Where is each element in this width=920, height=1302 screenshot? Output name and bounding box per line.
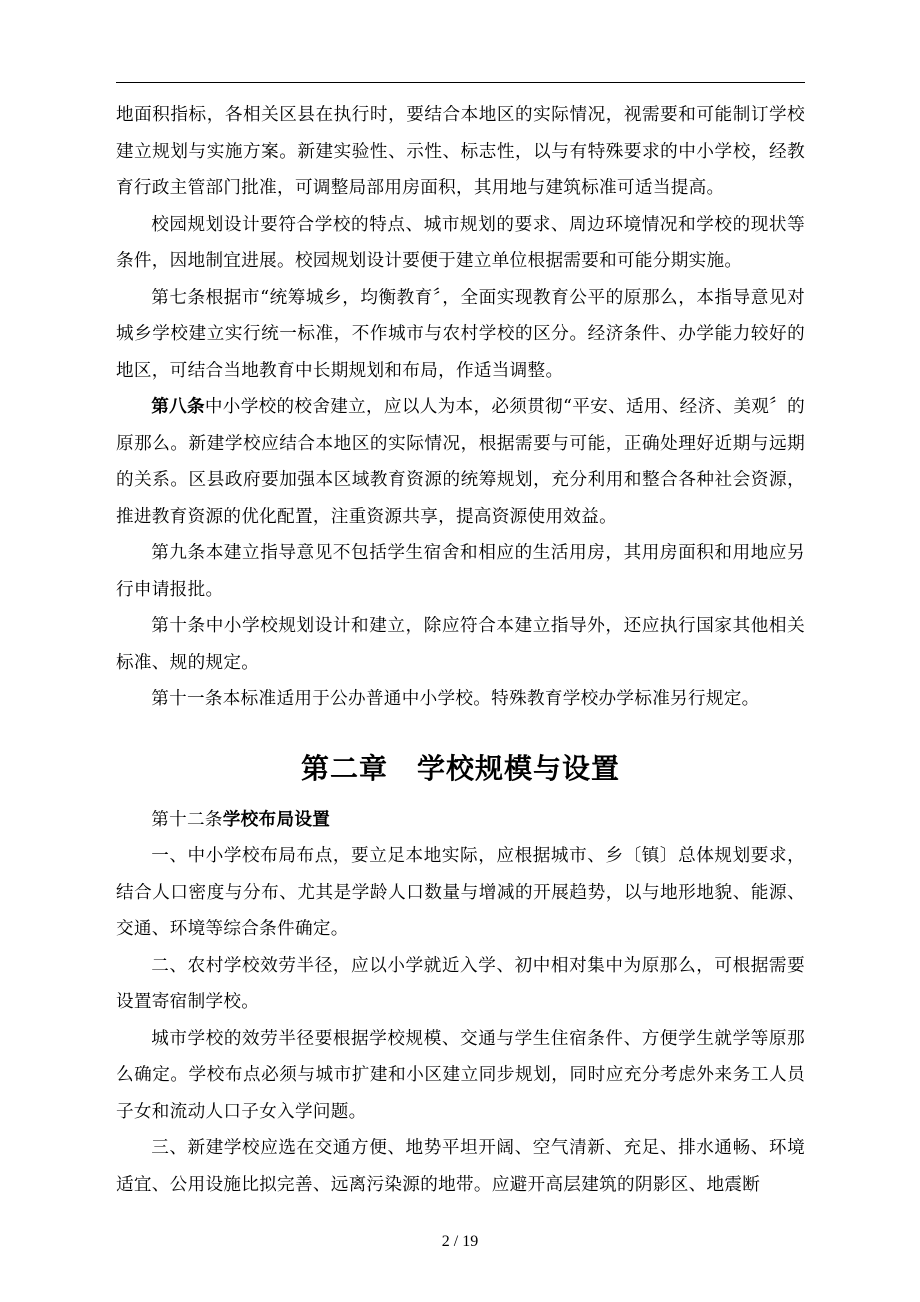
paragraph-article-10: 第十条中小学校规划设计和建立，除应符合本建立指导外，还应执行国家其他相关标准、规的规定。 [116, 616, 805, 673]
chapter-title: 第二章 学校规模与设置 [300, 751, 620, 785]
page-body [116, 97, 805, 1203]
paragraph-article-8 [116, 389, 805, 535]
paragraph-item-1: 一、中小学校布局布点，要立足本地实际，应根据城市、乡〔镇〕总体规划要求，结合人口密度与分布、尤其是学龄人口数量与增减的开展趋势，以与地形地貌、能源、交通、环境等综合条件确定。 [116, 846, 805, 939]
header-rule [116, 82, 805, 83]
paragraph-continuation: 地面积指标，各相关区县在执行时，要结合本地区的实际情况，视需要和可能制订学校建立规划与实施方案。新建实验性、示性、标志性，以与有特殊要求的中小学校，经教育行政主管部门批准，可调整局部用房面积，其用地与建筑标准可适当提高。 [116, 105, 805, 198]
paragraph-item-2: 二、农村学校效劳半径，应以小学就近入学、初中相对集中为原那么，可根据需要设置寄宿制学校。 [116, 955, 805, 1012]
article-8-label: 第八条 [151, 396, 205, 417]
paragraph-article-9: 第九条本建立指导意见不包括学生宿舍和相应的生活用房，其用房面积和用地应另行申请报批。 [116, 543, 805, 600]
page-number: 2 / 19 [441, 1233, 479, 1250]
paragraph-campus-planning: 校园规划设计要符合学校的特点、城市规划的要求、周边环境情况和学校的现状等条件，因地制宜进展。校园规划设计要便于建立单位根据需要和可能分期实施。 [116, 214, 805, 271]
article-8-text: 中小学校的校舍建立，应以人为本，必须贯彻“平安、适用、经济、美观〞的原那么。新建学校应结合本地区的实际情况，根据需要与可能，正确处理好近期与远期的关系。区县政府要加强本区域教育资源的统筹规划，充分利用和整合各种社会资源，推进教育资源的优化配置，注重资源共享，提高资源使用效益。 [116, 397, 805, 527]
section-heading-article-12 [116, 802, 805, 839]
paragraph-article-11: 第十一条本标准适用于公办普通中小学校。特殊教育学校办学标准另行规定。 [151, 689, 760, 709]
paragraph-item-3: 三、新建学校应选在交通方便、地势平坦开阔、空气清新、充足、排水通畅、环境适宜、公用设施比拟完善、远离污染源的地带。应避开高层建筑的阴影区、地震断 [116, 1138, 805, 1195]
article-12-title: 学校布局设置 [222, 808, 331, 830]
paragraph-city-service-radius: 城市学校的效劳半径要根据学校规模、交通与学生住宿条件、方便学生就学等原那么确定。学校布点必须与城市扩建和小区建立同步规划，同时应充分考虑外来务工人员子女和流动人口子女入学问题。 [116, 1028, 805, 1122]
paragraph-article-7: 第七条根据市“统筹城乡，均衡教育〞，全面实现教育公平的原那么，本指导意见对城乡学校建立实行统一标准，不作城市与农村学校的区分。经济条件、办学能力较好的地区，可结合当地教育中长期规划和布局，作适当调整。 [116, 287, 805, 381]
article-12-label: 第十二条 [151, 809, 223, 830]
